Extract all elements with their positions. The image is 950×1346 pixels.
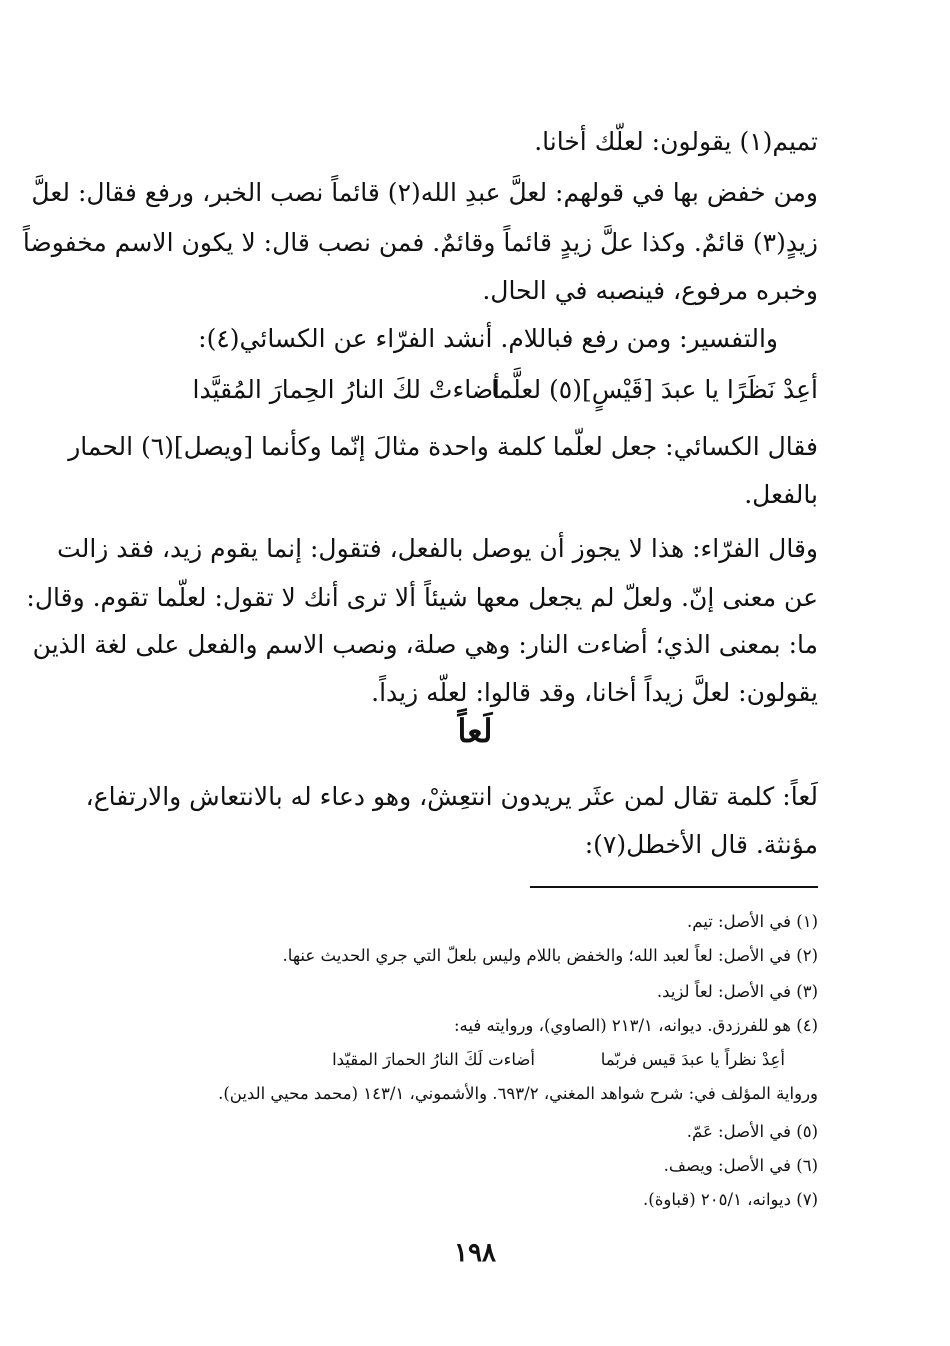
footnote: (٥) في الأصل: عَمّ. xyxy=(686,1122,818,1141)
text-line: وقال الفرّاء: هذا لا يجوز أن يوصل بالفعل، فتقول: إنما يقوم زيد، فقد زالت xyxy=(57,534,818,563)
text-line: والتفسير: ومن رفع فباللام. أنشد الفرّاء عن الكسائي(٤): xyxy=(198,324,778,353)
footnote: (٣) في الأصل: لعاً لزيد. xyxy=(656,982,818,1001)
footnote-verse-first: أعِدْ نظراً يا عبدَ قيس فربّما xyxy=(600,1050,785,1069)
footnote: (٢) في الأصل: لعاً لعبد الله؛ والخفض باللام وليس بلعلّ التي جري الحديث عنها. xyxy=(282,946,818,965)
text-line: عن معنى إنّ. ولعلّ لم يجعل معها شيئاً ألا ترى أنك لا تقول: لعلّما تقوم. وقال: xyxy=(26,583,818,612)
verse-first-hemistich: أعِدْ نَظَرًا يا عبدَ [قَيْسٍ](٥) لعلَّما xyxy=(491,375,818,404)
page-number: ١٩٨ xyxy=(454,1238,496,1268)
text-line: ما: بمعنى الذي؛ أضاءت النار: وهي صلة، ونصب الاسم والفعل على لغة الذين xyxy=(32,630,818,659)
footnote: (٦) في الأصل: ويصف. xyxy=(663,1156,818,1175)
footnote: (١) في الأصل: تيم. xyxy=(687,912,818,931)
verse-second-hemistich: أضاءتْ لكَ النارُ الحِمارَ المُقيَّدا xyxy=(192,375,500,404)
text-line: بالفعل. xyxy=(744,480,818,509)
text-line: زيدٍ(٣) قائمٌ. وكذا علَّ زيدٍ قائماً وقائمٌ. فمن نصب قال: لا يكون الاسم مخفوضاً xyxy=(22,228,818,257)
footnote: (٧) ديوانه، ٢٠٥/١ (قباوة). xyxy=(643,1190,818,1209)
text-line: تميم(١) يقولون: لعلّك أخانا. xyxy=(534,127,818,156)
footnote: (٤) هو للفرزدق. ديوانه، ٢١٣/١ (الصاوي)، وروايته فيه: xyxy=(453,1016,818,1035)
text-line: لَعاً: كلمة تقال لمن عثَر يريدون انتعِشْ، وهو دعاء له بالانتعاش والارتفاع، xyxy=(85,782,818,811)
footnote-verse-second: أضاءت لَكَ النارُ الحمارَ المقيّدا xyxy=(332,1050,535,1069)
footnote-divider xyxy=(530,886,818,888)
section-heading: لَعاً xyxy=(457,712,493,750)
text-line: وخبره مرفوع، فينصبه في الحال. xyxy=(482,276,818,305)
text-line: ومن خفض بها في قولهم: لعلَّ عبدِ الله(٢) قائماً نصب الخبر، ورفع فقال: لعلَّ xyxy=(31,178,818,207)
text-line: مؤنثة. قال الأخطل(٧): xyxy=(584,830,818,859)
footnote: ورواية المؤلف في: شرح شواهد المغني، ٦٩٣/٢. والأشموني، ١٤٣/١ (محمد محيي الدين). xyxy=(218,1084,818,1103)
text-line: فقال الكسائي: جعل لعلّما كلمة واحدة مثالَ إنّما وكأنما [ويصل](٦) الحمار xyxy=(68,432,818,461)
text-line: يقولون: لعلَّ زيداً أخانا، وقد قالوا: لعلّه زيداً. xyxy=(371,678,818,707)
